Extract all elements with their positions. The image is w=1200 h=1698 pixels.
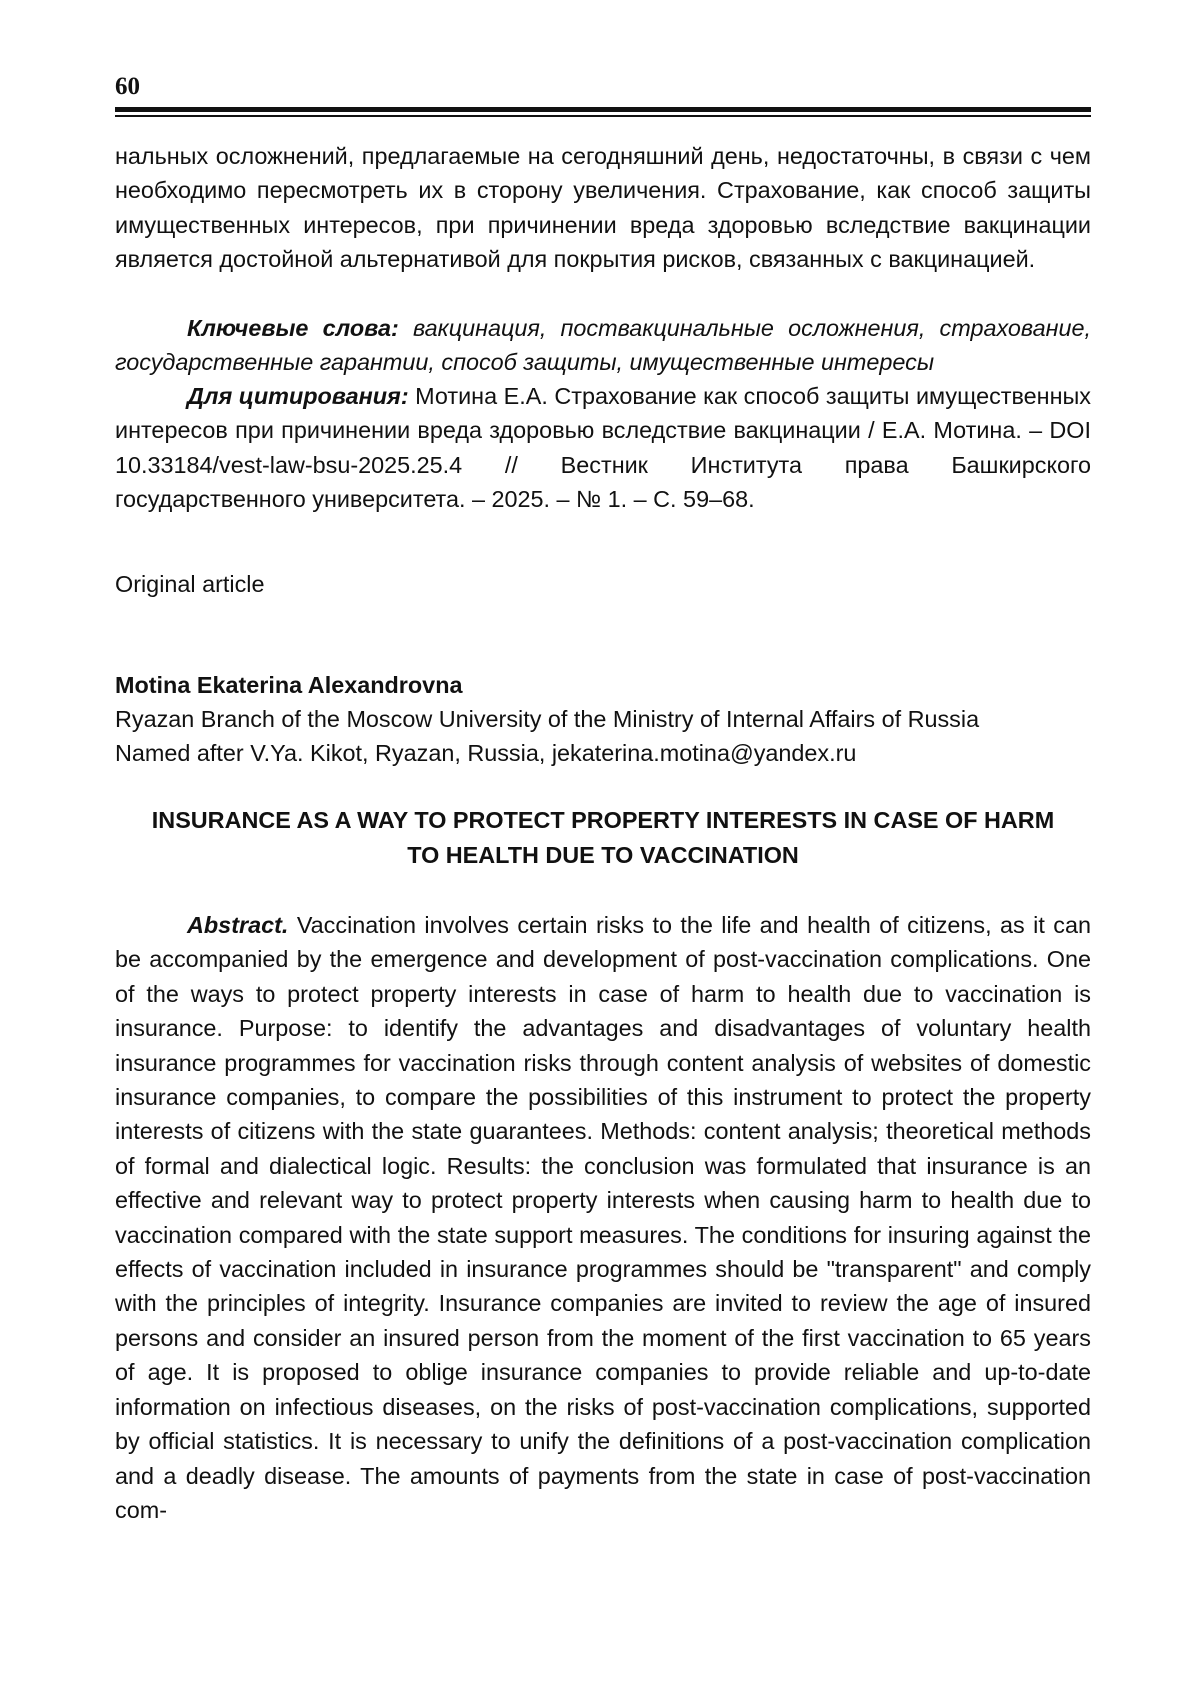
keywords-text: вакцинация, поствакцинальные осложнения, страхование, государственные гарантии, способ защиты, имущественные интересы	[115, 315, 1091, 376]
header-rule-thin	[115, 115, 1091, 117]
citation-label: Для цитирования:	[187, 383, 409, 409]
keywords-label: Ключевые слова:	[187, 315, 399, 341]
keywords-paragraph	[115, 311, 1091, 380]
header-rule	[115, 107, 1091, 112]
author-affiliation-line2: Named after V.Ya. Kikot, Ryazan, Russia, jekaterina.motina@yandex.ru	[115, 740, 857, 766]
article-title-line1: INSURANCE AS A WAY TO PROTECT PROPERTY INTERESTS IN CASE OF HARM	[151, 807, 1055, 833]
article-type: Original article	[115, 571, 265, 597]
russian-abstract-continuation: нальных осложнений, предлагаемые на сегодняшний день, недостаточны, в связи с чем необходимо пересмотреть их в сторону увеличения. Страхование, как способ защиты имущественных интересов, при причинении вреда здоровью вследствие вакцинации является достойной альтернативой для покрытия рисков, связанных с вакцинацией.	[115, 143, 1091, 273]
citation-text: Мотина Е.А. Страхование как способ защиты имущественных интересов при причинении вреда здоровью вследствие вакцинации / Е.А. Мотина. – DOI 10.33184/vest-law-bsu-2025.25.4 // Вестник Института права Башкирского государственного университета. – 2025. – № 1. – С. 59–68.	[115, 383, 1091, 513]
abstract-paragraph	[115, 908, 1091, 1527]
article-title-line2: TO HEALTH DUE TO VACCINATION	[407, 841, 799, 868]
abstract-text: Vaccination involves certain risks to the life and health of citizens, as it can be accompanied by the emergence and development of post-vaccination complications. One of the ways to protect property interests in case of harm to health due to vaccination is insurance. Purpose: to identify the advantages and disadvantages of voluntary health insurance programmes for vaccination risks through content analysis of websites of domestic insurance companies, to compare the possibilities of this instrument to protect the property interests of citizens with the state guarantees. Methods: content analysis; theoretical methods of formal and dialectical logic. Results: the conclusion was formulated that insurance is an effective and relevant way to protect property interests when causing harm to health due to vaccination compared with the state support measures. The conditions for insuring against the effects of vaccination included in insurance programmes should be "transparent" and comply with the principles of integrity. Insurance companies are invited to review the age of insured persons and consider an insured person from the moment of the first vaccination to 65 years of age. It is proposed to oblige insurance companies to provide reliable and up-to-date information on infectious diseases, on the risks of post-vaccination complications, supported by official statistics. It is necessary to unify the definitions of a post-vaccination complication and a deadly disease. The amounts of payments from the state in case of post-vaccination com-	[115, 912, 1091, 1523]
author-affiliation-line1: Ryazan Branch of the Moscow University of the Ministry of Internal Affairs of Russia	[115, 706, 980, 732]
author-name: Motina Ekaterina Alexandrovna	[115, 672, 463, 698]
page-number: 60	[115, 73, 140, 100]
abstract-label: Abstract.	[187, 912, 289, 938]
article-title	[115, 803, 1091, 872]
citation-paragraph	[115, 379, 1091, 517]
